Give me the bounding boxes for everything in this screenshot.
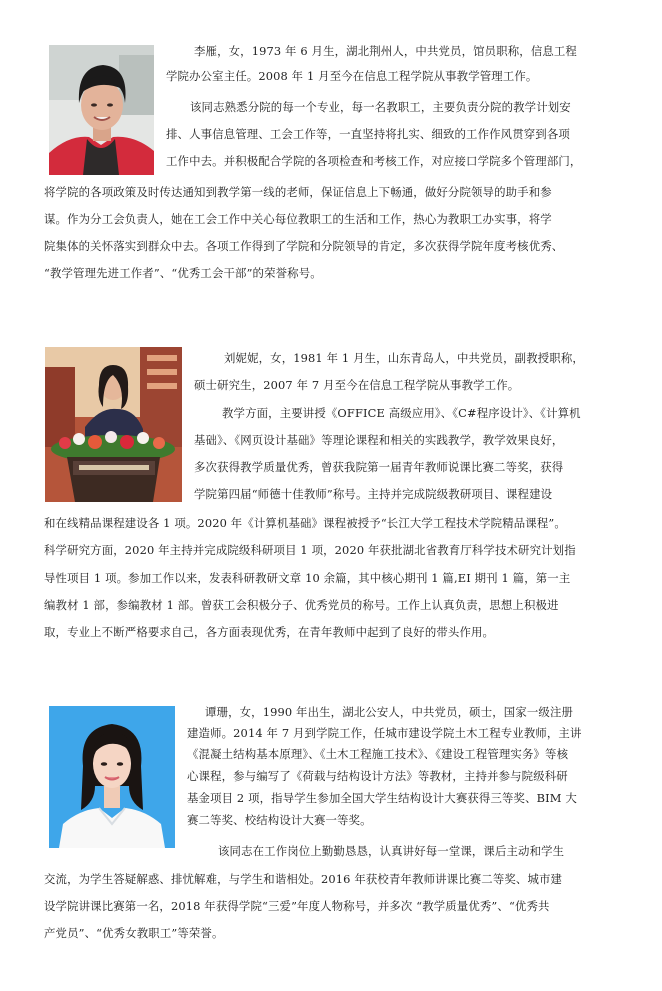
text-line: 教学方面，主要讲授《OFFICE 高级应用》、《C#程序设计》、《计算机: [222, 406, 581, 420]
text-line: 硕士研究生，2007 年 7 月至今在信息工程学院从事教学工作。: [194, 378, 520, 392]
text-line: 基础》、《网页设计基础》等理论课程和相关的实践教学，教学效果良好，: [194, 433, 564, 447]
text-line: 心课程，参与编写了《荷载与结构设计方法》等教材，主持并参与院级科研: [187, 769, 568, 783]
text-line: 和在线精品课程建设各 1 项。2020 年《计算机基础》课程被授予“长江大学工程技术学院精品课程”。: [44, 516, 566, 530]
text-line: 建造师。2014 年 7 月到学院工作，任城市建设学院土木工程专业教师，主讲: [187, 726, 582, 740]
portrait-photo-liu-nini: [45, 347, 182, 502]
text-line: 科学研究方面，2020 年主持并完成院级科研项目 1 项，2020 年获批湖北省教育厅科学技术研究计划指: [44, 543, 576, 557]
text-line: 基金项目 2 项，指导学生参加全国大学生结构设计大赛获得三等奖、BIM 大: [187, 791, 577, 805]
text-line: 谋。作为分工会负责人，她在工会工作中关心每位教职工的生活和工作，热心为教职工办实事，将学: [44, 212, 552, 226]
text-line: 工作中去。并积极配合学院的各项检查和考核工作，对应接口学院多个管理部门，: [166, 154, 582, 168]
text-line: 交流，为学生答疑解惑、排忧解难，与学生和谐相处。2016 年获校青年教师讲课比赛二等奖、城市建: [44, 872, 563, 886]
text-line: 产党员”、“优秀女教职工”等荣誉。: [44, 926, 224, 940]
text-line: 院集体的关怀落实到群众中去。各项工作得到了学院和分院领导的肯定，多次获得学院年度考核优秀、: [44, 239, 564, 253]
text-line: 《混凝土结构基本原理》、《土木工程施工技术》、《建设工程管理实务》等核: [187, 747, 569, 761]
text-line: 导性项目 1 项。参加工作以来，发表科研教研文章 10 余篇，其中核心期刊 1 篇,EI 期刊 1 篇，第一主: [44, 571, 571, 585]
text-line: 刘妮妮，女，1981 年 1 月生，山东青岛人，中共党员，副教授职称，: [224, 351, 584, 365]
text-line: 李雁，女，1973 年 6 月生，湖北荆州人，中共党员，馆员职称，信息工程: [194, 44, 577, 58]
text-line: “教学管理先进工作者”、“优秀工会干部”的荣誉称号。: [44, 266, 322, 280]
portrait-photo-li-yan: [49, 45, 154, 175]
text-line: 学院办公室主任。2008 年 1 月至今在信息工程学院从事教学管理工作。: [166, 69, 538, 83]
text-line: 设学院讲课比赛第一名，2018 年获得学院“三爱”年度人物称号，并多次 “教学质量优秀”、“优秀共: [44, 899, 550, 913]
text-line: 该同志熟悉分院的每一个专业，每一名教职工，主要负责分院的教学计划安: [190, 100, 571, 114]
text-line: 编教材 1 部，参编教材 1 部。曾获工会积极分子、优秀党员的称号。工作上认真负责，思想上积极进: [44, 598, 559, 612]
portrait-photo-tan-shan: [49, 706, 175, 848]
text-line: 排、人事信息管理、工会工作等，一直坚持将扎实、细致的工作作风贯穿到各项: [166, 127, 570, 141]
text-line: 多次获得教学质量优秀，曾获我院第一届青年教师说课比赛二等奖，获得: [194, 460, 564, 474]
text-line: 谭珊，女，1990 年出生，湖北公安人，中共党员，硕士，国家一级注册: [205, 705, 574, 719]
text-line: 赛二等奖、校结构设计大赛一等奖。: [187, 813, 372, 827]
text-line: 取，专业上不断严格要求自己，各方面表现优秀，在青年教师中起到了良好的带头作用。: [44, 625, 495, 639]
text-line: 将学院的各项政策及时传达通知到教学第一线的老师，保证信息上下畅通，做好分院领导的助手和参: [44, 185, 552, 199]
text-line: 学院第四届“师德十佳教师”称号。主持并完成院级教研项目、课程建设: [194, 487, 553, 501]
text-line: 该同志在工作岗位上勤勤恳恳，认真讲好每一堂课，课后主动和学生: [218, 844, 565, 858]
